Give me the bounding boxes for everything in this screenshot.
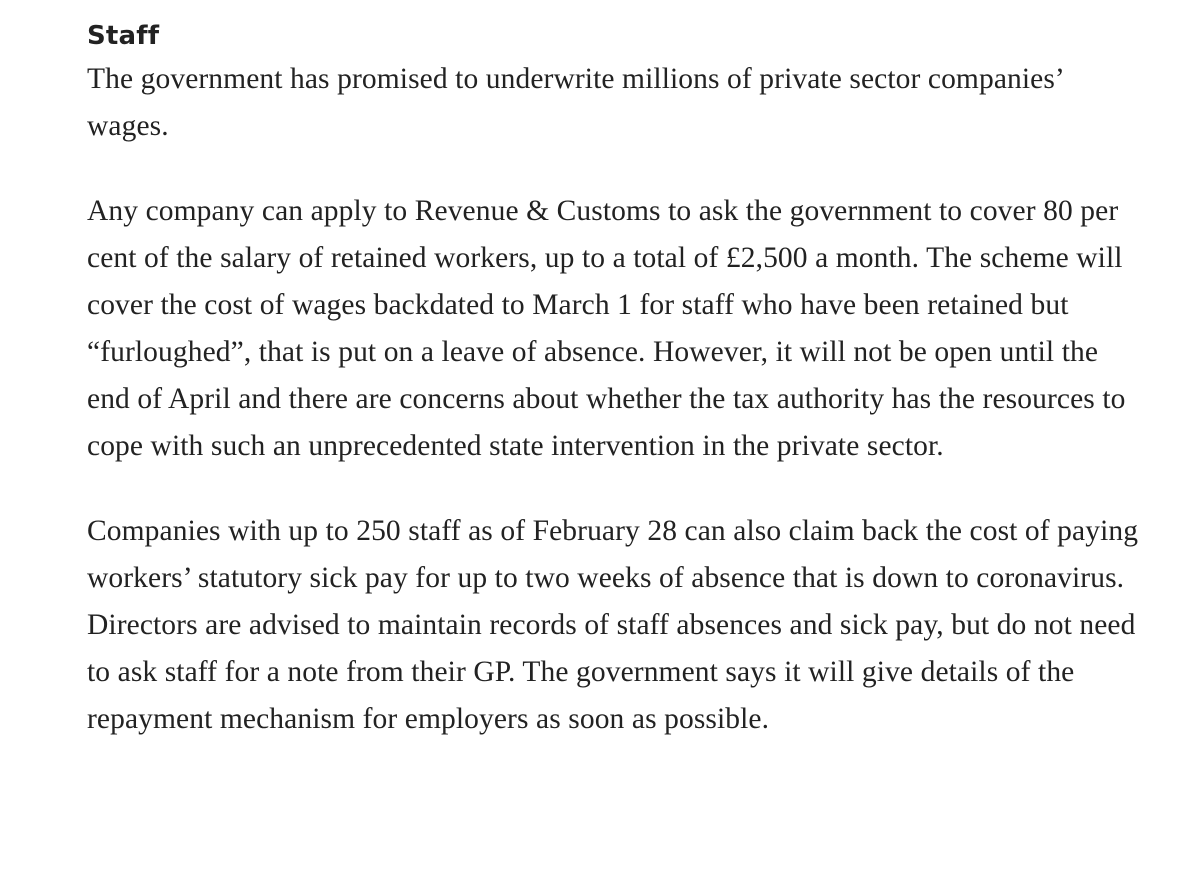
article-body	[87, 16, 1147, 781]
section-heading: Staff	[87, 21, 160, 51]
paragraph-furlough-scheme: Any company can apply to Revenue & Customs to ask the government to cover 80 per cent of the salary of retained workers, up to a total of £2,500 a month. The scheme will cover the cost of wages backdated to March 1 for staff who have been retained but “furloughed”, that is put on a leave of absence. However, it will not be open until the end of April and there are concerns about whether the tax authority has the resources to cope with such an unprecedented state intervention in the private sector.	[87, 195, 1126, 462]
paragraph-sick-pay: Companies with up to 250 staff as of February 28 can also claim back the cost of paying workers’ statutory sick pay for up to two weeks of absence that is down to coronavirus. Directors are advised to maintain records of staff absences and sick pay, but do not need to ask staff for a note from their GP. The government says it will give details of the repayment mechanism for employers as soon as possible.	[87, 515, 1139, 735]
paragraph-intro: The government has promised to underwrite millions of private sector companies’ wages.	[87, 63, 1063, 142]
